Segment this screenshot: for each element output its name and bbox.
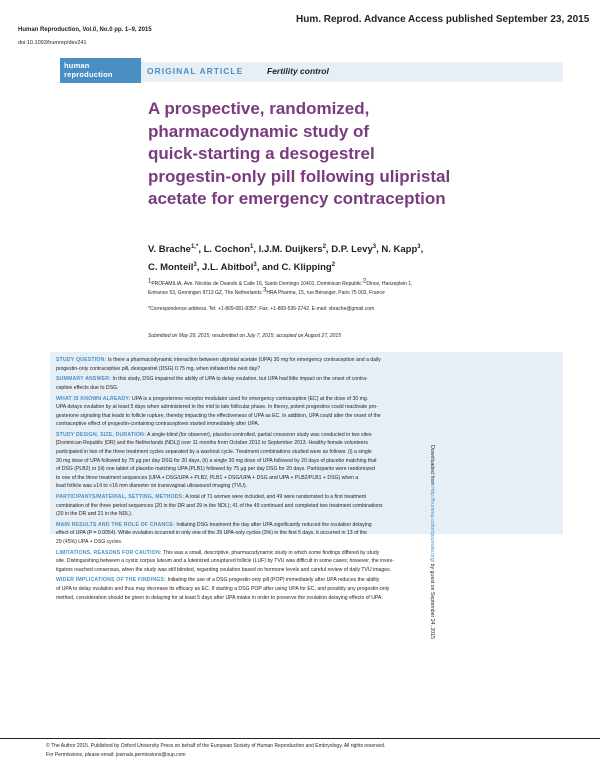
- abstract-body: of DSG (PLB2) or (iii) one tablet of placebo matching UPA (PLB1) followed by 75 μg per day DSG for 20 days. Participants were randomized: [56, 466, 375, 473]
- abstract-line: [56, 356, 556, 365]
- abstract-line: [56, 510, 556, 519]
- advance-access-line: Hum. Reprod. Advance Access published September 23, 2015: [296, 14, 590, 25]
- abstract-body: UPA delays ovulation by at least 5 days when administered in the mid to late follicular phase. In theory, potent progestins could reactivate pro-: [56, 404, 378, 411]
- title-line: pharmacodynamic study of: [148, 121, 370, 141]
- abstract-body: combination of the three period sequences (20 in the DR and 29 in the NDL); 41 of the 49 continued and completed two treatment combinations: [56, 502, 383, 509]
- title-line: A prospective, randomized,: [148, 99, 370, 118]
- title-line: progestin-only pill following ulipristal: [148, 166, 451, 186]
- author-affiliation-mark: 3: [417, 243, 421, 250]
- abstract-line: [56, 457, 556, 466]
- author: [331, 244, 376, 255]
- abstract-line: [56, 412, 556, 421]
- title-line: acetate for emergency contraception: [148, 189, 446, 208]
- abstract-body: contraceptive effect of progestin-containing contraceptives started immediately after UPA.: [56, 421, 260, 428]
- abstract-heading: STUDY DESIGN, SIZE, DURATION:: [56, 431, 146, 438]
- abstract-line: [56, 482, 556, 491]
- abstract-body: 30 mg dose of UPA followed by 75 μg per day DSG for 20 days, (ii) a single 30 mg dose of UPA followed by 20 days of placebo matching that: [56, 457, 377, 464]
- author-affiliation-mark: 2: [331, 261, 336, 268]
- author: [204, 244, 254, 255]
- author-name: I.J.M. Duijkers: [258, 244, 323, 255]
- abstract-body: (20 in the DR and 21 in the NDL).: [56, 511, 133, 518]
- abstract-line: [56, 465, 556, 474]
- correspondence-address: *Correspondence address. Tel: +1-809-681-8357; Fax: +1-809-536-2742. E-mail: vbrache@gmail.com: [148, 306, 375, 312]
- download-prefix: Downloaded from: [429, 445, 435, 488]
- article-type-bar: [141, 62, 563, 82]
- article-type: ORIGINAL ARTICLE: [147, 66, 244, 76]
- author-name: N. Kapp: [381, 244, 418, 255]
- abstract-body: gesterone signaling that leads to follicle rupture, thereby impacting the effectiveness of UPA as EC. In addition, UPA could alter the onset of the: [56, 412, 381, 419]
- article-title: [148, 98, 568, 211]
- author-name: C. Monteil: [148, 262, 194, 273]
- abstract-line: [56, 493, 556, 502]
- logo-line-1: human: [64, 61, 90, 70]
- abstract-body: 29 (45%) UPA + DSG cycles.: [56, 538, 123, 545]
- author-list: [148, 241, 568, 277]
- author-name: D.P. Levy: [331, 244, 373, 255]
- author-line-1: V. Brache$^{1,*}$, L. Cochon$^1$, I.J.M. Duijkers$^2$, D.P. Levy$^3$, N. Kapp$^3$,: [148, 243, 424, 255]
- doi: doi:10.1093/humrep/dev241: [18, 40, 87, 46]
- abstract-line: [56, 549, 556, 558]
- abstract-line: [56, 576, 556, 585]
- author: [282, 262, 335, 273]
- abstract-line: [56, 395, 556, 404]
- footer-divider: [0, 738, 600, 739]
- abstract-body: ceptive effects due to DSG.: [56, 384, 119, 391]
- author-name: V. Brache: [148, 244, 191, 255]
- abstract-line: [56, 557, 556, 566]
- copyright-notice: © The Author 2015. Published by Oxford University Press on behalf of the European Society of Human Reproduction and Embryology. All rights reserved.: [46, 743, 386, 749]
- abstract-body: tigators reached consensus, when the study was still blinded, regarding ovulation based on hormone levels and careful review of daily TVU images.: [56, 566, 392, 573]
- affiliation-mark: 3: [262, 287, 267, 294]
- submission-dates: Submitted on May 29, 2015; resubmitted on July 7, 2015; accepted on August 27, 2015: [148, 333, 341, 339]
- abstract-body: In this study, DSG impaired the ability of UPA to delay ovulation, but UPA had little impact on the onset of contra-: [112, 376, 368, 383]
- abstract-body: A total of 71 women were included, and 49 were randomized to a first treatment: [185, 493, 366, 500]
- author: [148, 244, 198, 255]
- abstract-body: effect of UPA (P = 0.0054). While ovulation occurred in only one of the 29 UPA-only cycles (3%) in the first 5 days, it occurred in 13 of the: [56, 530, 367, 537]
- abstract-body: method, consideration should be given to delaying for at least 5 days after UPA intake in order to preserve the ovulation delaying effects of UPA.: [56, 594, 383, 601]
- affiliation-mark: 1: [148, 278, 152, 285]
- author: [381, 244, 420, 255]
- affiliation-line: [148, 289, 568, 298]
- abstract-heading: WHAT IS KNOWN ALREADY:: [56, 395, 131, 402]
- author-affiliation-mark: 1: [250, 243, 254, 250]
- abstract-body: participated in two of the three treatment cycles separated by a washout cycle. Treatment combinations studied were as follows: (i) a single: [56, 449, 372, 456]
- abstract-heading: PARTICIPANTS/MATERIAL, SETTING, METHODS:: [56, 493, 185, 500]
- abstract-line: [56, 375, 556, 384]
- author: [202, 262, 257, 273]
- author-name: J.L. Abitbol: [202, 262, 254, 273]
- affiliation-line: [148, 280, 568, 289]
- abstract-body: A single-blind (for observer), placebo-controlled, partial crossover study was conducted in two sites: [147, 431, 372, 438]
- abstract-line: [56, 502, 556, 511]
- abstract-heading: WIDER IMPLICATIONS OF THE FINDINGS:: [56, 577, 166, 584]
- abstract-line: [56, 566, 556, 575]
- abstract-line: [56, 538, 556, 547]
- affiliation-mark: 2: [363, 278, 367, 285]
- affiliation-text: PROFAMILIA, Ave. Nicolás de Ovando & Calle 16, Santo Domingo 10401, Dominican Republic: [151, 281, 364, 287]
- download-suffix: by guest on September 24, 2015: [429, 562, 435, 639]
- abstract-line: [56, 384, 556, 393]
- affiliation-text: Dinox, Hanzeplein 1,: [366, 281, 413, 287]
- abstract-body: UPA is a progesterone receptor modulator used for emergency contraceptive (EC) at the dose of 30 mg.: [132, 395, 369, 402]
- author-affiliation-mark: 1,*: [190, 243, 199, 250]
- abstract-body: lead follicle was ≥14 to <16 mm diameter on transvaginal ultrasound imaging (TVU).: [56, 483, 247, 490]
- abstract-body: site. Distinguishing between a cystic corpus luteum and a luteinized unruptured follicle (LUF) by TVU was difficult in some cases; however, the inves-: [56, 558, 394, 565]
- author-affiliation-mark: 3: [253, 261, 257, 268]
- abstract-line: [56, 474, 556, 483]
- author: [259, 244, 326, 255]
- logo-line-2: reproduction: [64, 70, 113, 79]
- journal-logo: [60, 58, 141, 83]
- abstract-body: to one of the three treatment sequences (UPA + DSG/UPA + PLB2, PLB1 + DSG/UPA + DSG and UPA + PLB2/PLB1 + DSG) when a: [56, 474, 359, 481]
- article-topic: Fertility control: [267, 66, 329, 76]
- title-line: quick-starting a desogestrel: [148, 144, 375, 163]
- abstract-line: [56, 439, 556, 448]
- affiliation-text: Entrance 53, Groningen 9713 GZ, The Netherlands: [148, 290, 263, 296]
- author-name: C. Klipping: [281, 262, 332, 273]
- affiliations: [148, 280, 568, 298]
- author-affiliation-mark: 3: [193, 261, 197, 268]
- abstract-line: [56, 594, 556, 603]
- author-affiliation-mark: 3: [372, 243, 377, 250]
- abstract-heading: SUMMARY ANSWER:: [56, 376, 112, 383]
- abstract-heading: LIMITATIONS, REASONS FOR CAUTION:: [56, 549, 162, 556]
- abstract-body: Initiating DSG treatment the day after UPA significantly reduced the ovulation delaying: [176, 521, 372, 528]
- abstract-line: [56, 431, 556, 440]
- permissions-notice: For Permissions, please email: journals.permissions@oup.com: [46, 752, 186, 758]
- author-affiliation-mark: 2: [322, 243, 326, 250]
- affiliation-text: HRA Pharma, 15, rue Béranger, Paris 75 003, France: [266, 290, 385, 296]
- author-name: L. Cochon: [203, 244, 251, 255]
- journal-link[interactable]: http://humrep.oxfordjournals.org/: [429, 487, 435, 563]
- abstract-line: [56, 420, 556, 429]
- abstract-line: [56, 521, 556, 530]
- abstract-line: [56, 585, 556, 594]
- author-line-2: C. Monteil$^3$, J.L. Abitbol$^3$, and C. Klipping$^2$: [148, 261, 336, 273]
- abstract-line: [56, 529, 556, 538]
- abstract-body: [Dominican Republic (DR) and the Netherlands (NDL)] over 11 months from October 2012 to September 2013. Healthy female volunteers: [56, 440, 368, 447]
- abstract-line: [56, 365, 556, 374]
- abstract-heading: STUDY QUESTION:: [56, 357, 107, 363]
- abstract-body: Is there a pharmacodynamic interaction between ulipristal acetate (UPA) 30 mg for emergency contraception and a daily: [107, 357, 381, 363]
- journal-reference: Human Reproduction, Vol.0, No.0 pp. 1–9, 2015: [18, 27, 152, 33]
- abstract-text: [56, 356, 556, 602]
- abstract-body: progestin-only contraceptive pill, desogestrel (DSG) 0.75 mg, when initiated the next day?: [56, 365, 261, 372]
- abstract-body: This was a small, descriptive, pharmacodynamic study in which some findings differed by study: [163, 549, 380, 556]
- abstract-body: Initiating the use of a DSG progestin-only pill (POP) immediately after UPA reduces the ability: [167, 577, 380, 584]
- abstract-heading: MAIN RESULTS AND THE ROLE OF CHANCE:: [56, 521, 175, 528]
- abstract-body: of UPA to delay ovulation and thus may decrease its efficacy as EC. If starting a DSG POP after using UPA for EC, and possibly any progestin-only: [56, 585, 390, 592]
- abstract-line: [56, 448, 556, 457]
- author: [148, 262, 197, 273]
- abstract-line: [56, 403, 556, 412]
